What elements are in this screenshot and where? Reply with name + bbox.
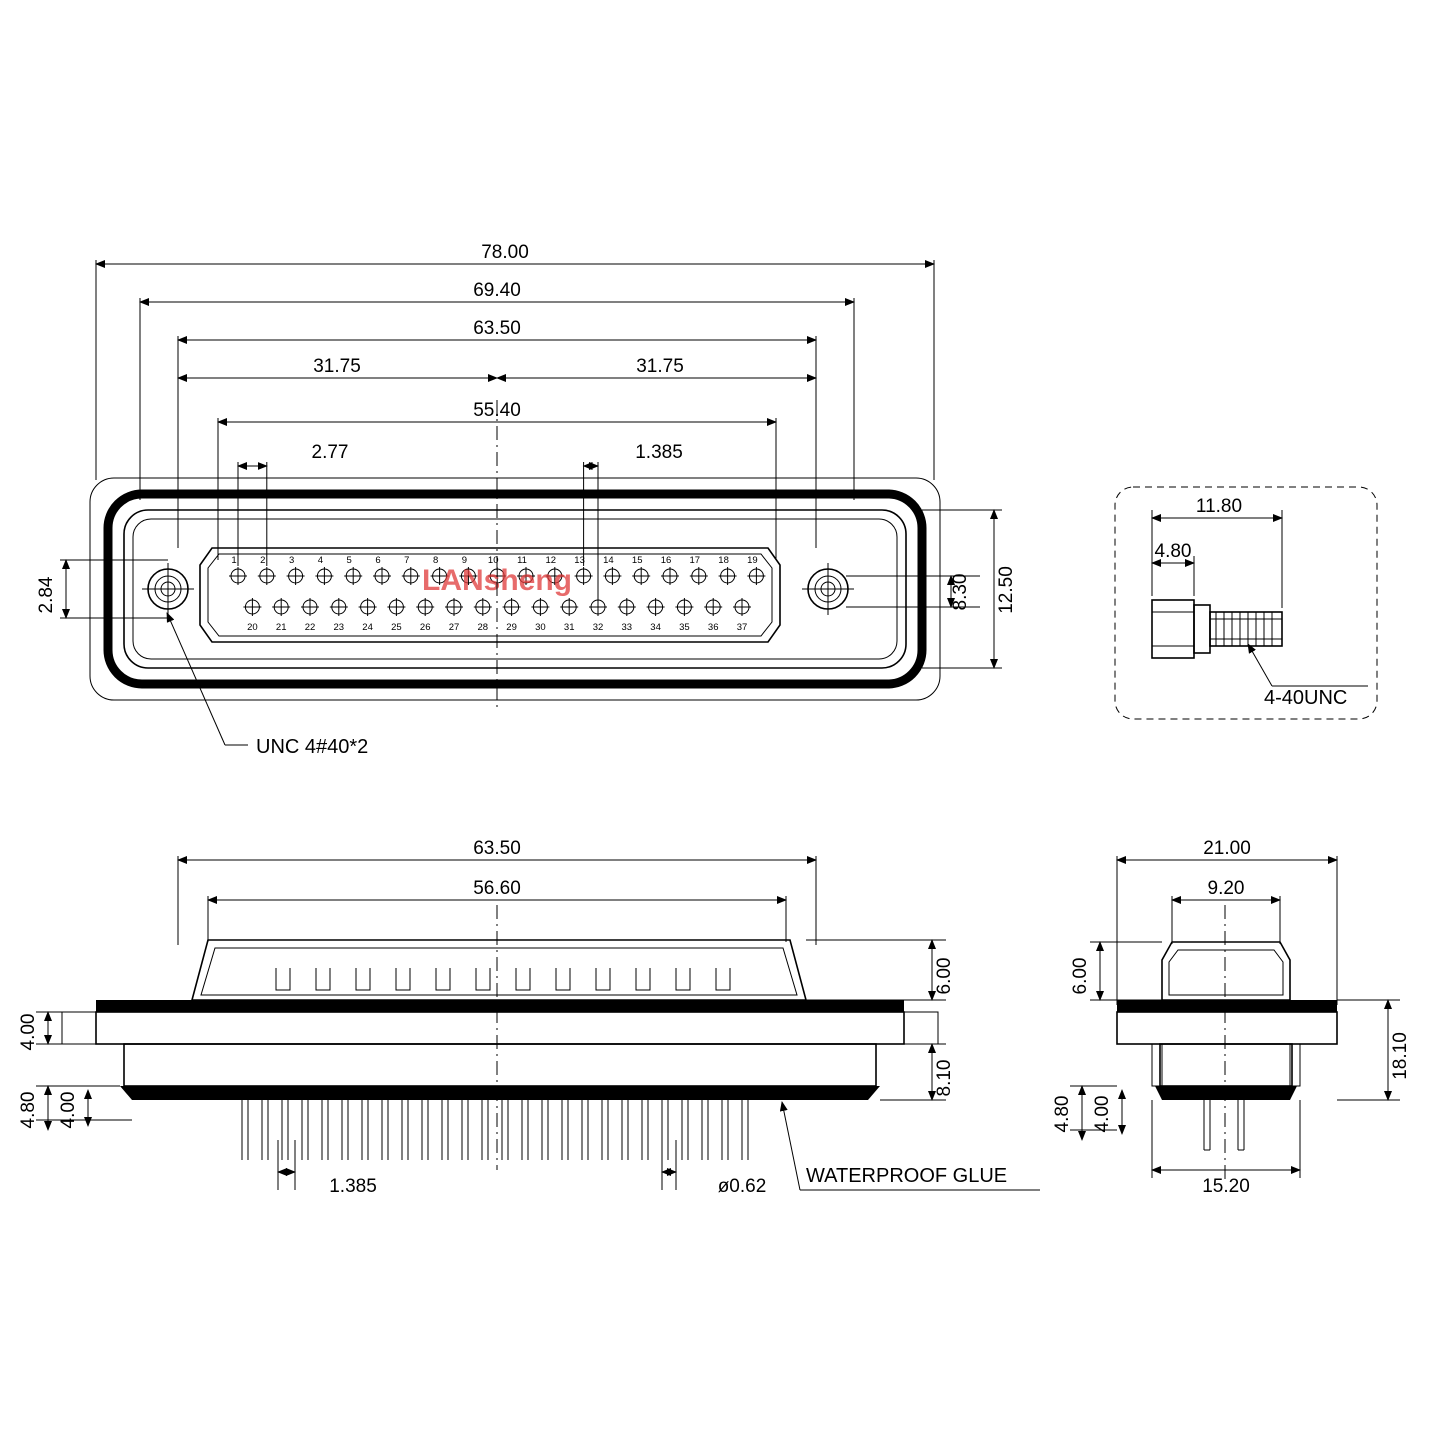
- callout-waterproof-text: WATERPROOF GLUE: [806, 1165, 1008, 1187]
- pin-label: 4: [317, 555, 324, 566]
- dim-63-50: 63.50: [473, 318, 521, 339]
- right-tab: [904, 1012, 938, 1044]
- detail-frame: [1115, 487, 1377, 719]
- pin-label: 3: [288, 555, 295, 566]
- dim-4-00-pin: 4.00: [58, 1091, 79, 1129]
- mounting-hole-left: [142, 563, 194, 615]
- dim-9-20: 9.20: [1207, 878, 1245, 899]
- dim-1-385: 1.385: [635, 442, 683, 463]
- dim-dia-0-62: ø0.62: [717, 1176, 767, 1197]
- waterproof-glue-strip: [120, 1086, 880, 1100]
- pin-label: 1: [231, 555, 237, 566]
- dim-4-80-end: 4.80: [1052, 1095, 1073, 1133]
- end-glue-strip: [1155, 1086, 1297, 1100]
- flange-plate: [96, 1012, 904, 1044]
- dim-15-20: 15.20: [1202, 1176, 1250, 1197]
- callout-waterproof-glue: [782, 1102, 1040, 1190]
- left-tab: [62, 1012, 96, 1044]
- flange-plate-dark: [96, 1000, 904, 1012]
- pin-label: 18: [718, 555, 729, 566]
- end-rear-body: [1160, 1044, 1292, 1086]
- pin-label: 6: [375, 555, 381, 566]
- dim-8-30: 8.30: [950, 573, 971, 611]
- side-slots: [276, 968, 730, 990]
- dim-6-00-end: 6.00: [1070, 957, 1091, 995]
- pin-label: 31: [563, 622, 575, 633]
- end-flange-plate: [1117, 1012, 1337, 1044]
- dim-4-80-side: 4.80: [18, 1091, 39, 1129]
- pin-label: 2: [260, 555, 266, 566]
- pin-label: 27: [448, 622, 460, 633]
- dim-69-40: 69.40: [473, 280, 521, 301]
- pin-label: 16: [660, 555, 672, 566]
- end-view: [1052, 838, 1411, 1197]
- rear-body: [124, 1044, 876, 1086]
- dim-18-10: 18.10: [1390, 1032, 1411, 1080]
- pin-label: 24: [362, 622, 373, 633]
- pin-label: 10: [487, 555, 499, 566]
- pin-label: 17: [689, 555, 701, 566]
- dim-2-77: 2.77: [311, 442, 349, 463]
- pin-label: 23: [333, 622, 345, 633]
- pin-label: 30: [535, 622, 546, 633]
- pin-label: 5: [346, 555, 352, 566]
- dim-56-60: 56.60: [473, 878, 521, 899]
- end-pins: [1204, 1100, 1244, 1150]
- pin-label: 25: [391, 622, 402, 633]
- pin-label: 33: [621, 622, 633, 633]
- pin-label: 35: [679, 622, 690, 633]
- callout-4-40unc: [1248, 644, 1368, 709]
- pin-label: 19: [747, 555, 758, 566]
- callout-unc-text: UNC 4#40*2: [256, 736, 369, 758]
- screw-detail-view: [1115, 487, 1377, 719]
- pin-label: 21: [275, 622, 287, 633]
- pin-label: 32: [592, 622, 604, 633]
- extension-lines-front: [60, 260, 1002, 668]
- pin-tails: [242, 1100, 748, 1160]
- side-view: [18, 838, 1040, 1197]
- pin-label: 12: [545, 555, 557, 566]
- dim-31-75-left: 31.75: [313, 356, 361, 377]
- screw-collar: [1194, 605, 1210, 653]
- dim-55-40: 55.40: [473, 400, 521, 421]
- dim-11-80: 11.80: [1195, 496, 1243, 517]
- threaded-shank: [1210, 612, 1282, 646]
- pin-label: 11: [517, 555, 527, 566]
- dim-21-00: 21.00: [1203, 838, 1251, 859]
- dim-31-75-right: 31.75: [636, 356, 684, 377]
- dim-8-10: 8.10: [934, 1059, 955, 1097]
- dim-6-00-side: 6.00: [934, 957, 955, 995]
- dim-63-50-side: 63.50: [473, 838, 521, 859]
- dim-4-00-flange: 4.00: [18, 1013, 39, 1051]
- dim-4-80-screw: 4.80: [1154, 541, 1192, 562]
- hex-head: [1152, 600, 1194, 658]
- end-body: [1162, 942, 1290, 1000]
- pin-label: 8: [432, 555, 439, 566]
- watermark: LANsheng: [422, 564, 572, 597]
- pin-label: 28: [477, 622, 489, 633]
- pin-label: 36: [707, 622, 719, 633]
- pin-label: 20: [247, 622, 258, 633]
- pin-label: 37: [736, 622, 748, 633]
- end-flange-dark: [1117, 1000, 1337, 1012]
- pin-label: 13: [574, 555, 585, 566]
- side-body: [192, 940, 806, 1000]
- front-view: [36, 242, 1017, 758]
- pin-label: 29: [506, 622, 517, 633]
- pin-label: 14: [603, 555, 614, 566]
- pin-label: 34: [650, 622, 661, 633]
- dim-2-84: 2.84: [36, 576, 57, 614]
- pin-label: 26: [419, 622, 431, 633]
- pin-label: 9: [461, 555, 468, 566]
- pin-label: 22: [304, 622, 316, 633]
- dim-12-50: 12.50: [996, 566, 1017, 614]
- dim-78-00: 78.00: [481, 242, 529, 263]
- dim-1-385-side: 1.385: [329, 1176, 377, 1197]
- callout-4-40unc-text: 4-40UNC: [1264, 687, 1348, 709]
- pin-label: 15: [631, 555, 643, 566]
- dimension-lines-front: [36, 242, 1017, 668]
- dim-4-00-end: 4.00: [1092, 1095, 1113, 1133]
- thread-hatching: [1210, 612, 1282, 646]
- end-body-inner: [1169, 950, 1283, 995]
- pin-label: 7: [404, 555, 410, 566]
